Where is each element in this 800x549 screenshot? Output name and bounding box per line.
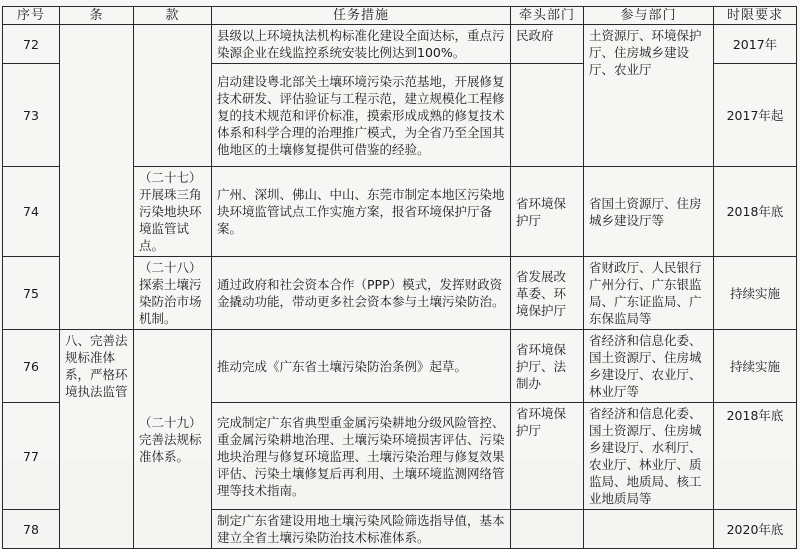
clause-29: （二十九）完善法规标准体系。 bbox=[134, 330, 212, 549]
deadline: 2020年底 bbox=[714, 510, 797, 549]
task-measure: 完成制定广东省典型重金属污染耕地分级风险管控、重金属污染耕地治理、土壤污染环境损害评估、污染地块治理与修复环境监理、土壤污染治理与修复效果评估、污染土壤修复后再利用、土壤环境监测网络管理等技术指南。 bbox=[212, 403, 511, 510]
lead-department: 民政府 bbox=[511, 25, 584, 64]
lead-department: 省发展改革委、环境保护厅 bbox=[511, 257, 584, 330]
participating-departments: 省国土资源厅、住房城乡建设厅等 bbox=[584, 167, 714, 257]
article-8 bbox=[60, 330, 134, 549]
header-lead: 牵头部门 bbox=[511, 7, 584, 25]
row-number: 72 bbox=[3, 25, 60, 64]
clause-cell-empty bbox=[134, 25, 212, 167]
participating-departments: 土资源厅、环境保护厅、住房城乡建设厅、农业厅 bbox=[584, 25, 714, 167]
table-row bbox=[3, 25, 797, 64]
header-clause: 款 bbox=[134, 7, 212, 25]
task-measure: 县级以上环境执法机构标准化建设全面达标，重点污染源企业在线监控系统安装比例达到100%。 bbox=[212, 25, 511, 64]
lead-department bbox=[511, 64, 584, 167]
lead-department: 省环境保护厅、法制办 bbox=[511, 330, 584, 403]
deadline: 持续实施 bbox=[714, 330, 797, 403]
task-measure: 制定广东省建设用地土壤污染风险筛选指导值，基本建立全省土壤污染防治技术标准体系。 bbox=[212, 510, 511, 549]
clause-28: （二十八）探索土壤污染防治市场机制。 bbox=[134, 257, 212, 330]
row-number: 77 bbox=[3, 403, 60, 510]
deadline: 2017年起 bbox=[714, 64, 797, 167]
task-measure: 推动完成《广东省土壤污染防治条例》起草。 bbox=[212, 330, 511, 403]
header-no: 序号 bbox=[3, 7, 60, 25]
participating-departments: 省经济和信息化委、国土资源厅、住房城乡建设厅、水利厅、农业厅、林业厅、质监局、地质局、核工业地质局等 bbox=[584, 403, 714, 510]
table-row bbox=[3, 330, 797, 403]
header-measure: 任务措施 bbox=[212, 7, 511, 25]
header-participants: 参与部门 bbox=[584, 7, 714, 25]
deadline: 持续实施 bbox=[714, 257, 797, 330]
row-number: 74 bbox=[3, 167, 60, 257]
deadline: 2018年底 bbox=[714, 403, 797, 510]
row-number: 75 bbox=[3, 257, 60, 330]
participating-departments bbox=[584, 510, 714, 549]
task-measure: 通过政府和社会资本合作（PPP）模式，发挥财政资金撬动功能，带动更多社会资本参与土壤污染防治。 bbox=[212, 257, 511, 330]
article-cell-empty bbox=[60, 25, 134, 330]
header-timing: 时限要求 bbox=[714, 7, 797, 25]
task-measure: 广州、深圳、佛山、中山、东莞市制定本地区污染地块环境监管试点工作实施方案，报省环境保护厅备案。 bbox=[212, 167, 511, 257]
header-row bbox=[3, 7, 797, 25]
article-8-text: 八、完善法规标准体系，严格环境执法监管 bbox=[65, 333, 128, 399]
clause-27: （二十七）开展珠三角污染地块环境监管试点。 bbox=[134, 167, 212, 257]
lead-department: 省环境保护厅 bbox=[511, 403, 584, 510]
lead-department bbox=[511, 510, 584, 549]
deadline: 2017年 bbox=[714, 25, 797, 64]
participating-departments: 省经济和信息化委、国土资源厅、住房城乡建设厅、农业厅、林业厅等 bbox=[584, 330, 714, 403]
participating-departments: 省财政厅、人民银行广州分行、广东银监局、广东证监局、广东保监局等 bbox=[584, 257, 714, 330]
deadline: 2018年底 bbox=[714, 167, 797, 257]
row-number: 73 bbox=[3, 64, 60, 167]
task-table bbox=[2, 6, 797, 549]
task-measure: 启动建设粤北部关土壤环境污染示范基地，开展修复技术研发、评估验证与工程示范，建立规模化工程修复的技术规范和评价标准，摸索形成成熟的修复技术体系和科学合理的治理推广模式，为全省乃至全国其他地区的土壤修复提供可借鉴的经验。 bbox=[212, 64, 511, 167]
lead-department: 省环境保护厅 bbox=[511, 167, 584, 257]
header-article: 条 bbox=[60, 7, 134, 25]
row-number: 78 bbox=[3, 510, 60, 549]
row-number: 76 bbox=[3, 330, 60, 403]
